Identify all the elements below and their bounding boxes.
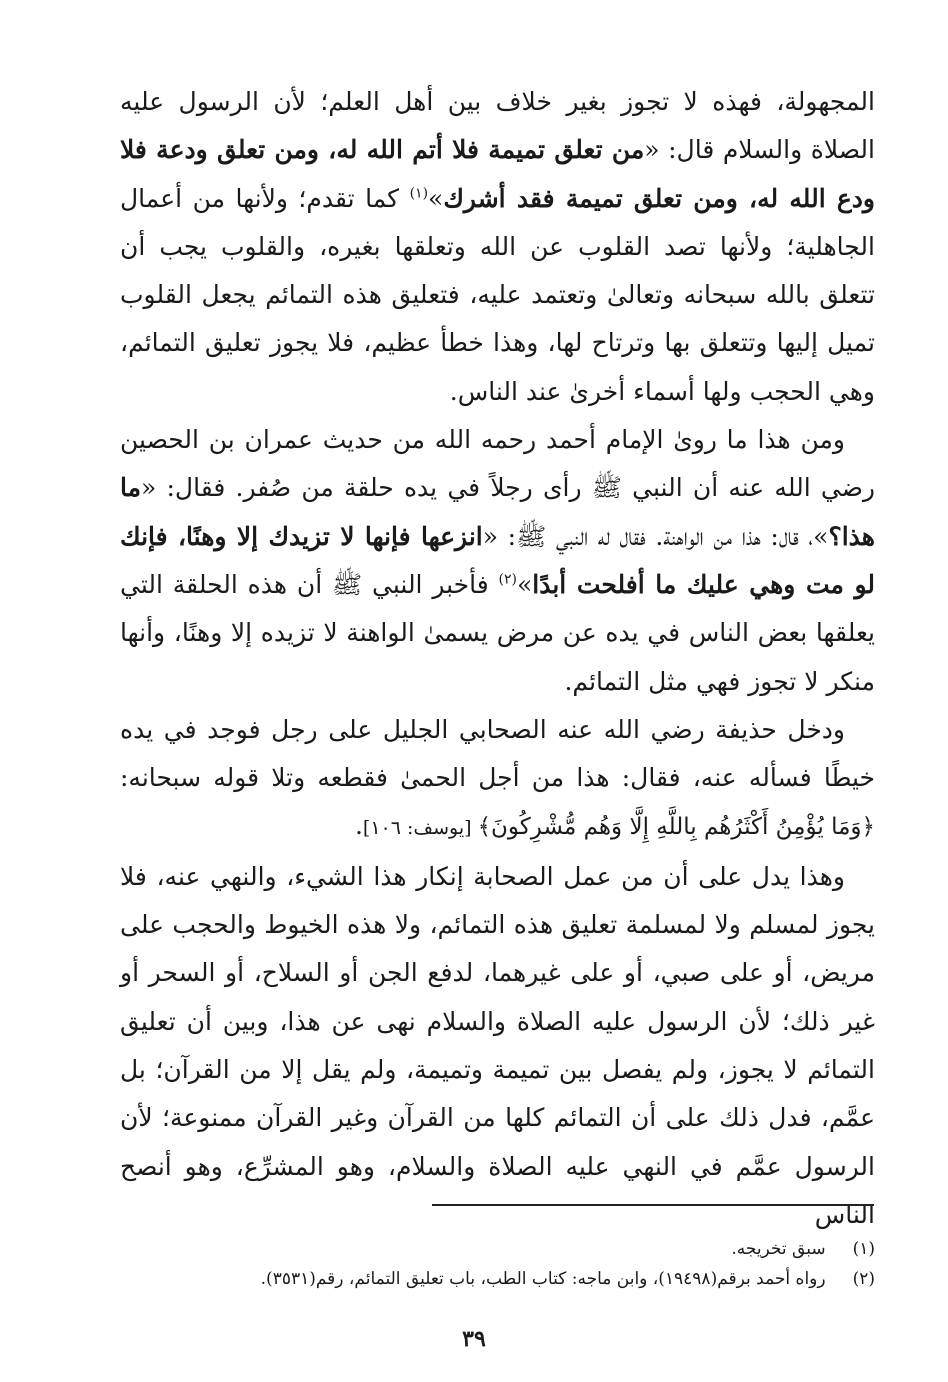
paragraph (120, 416, 875, 706)
text-segment: » (516, 569, 533, 599)
text-segment: وهذا يدل على أن من عمل الصحابة إنكار هذا الشيء، والنهي عنه، فلا يجوز لمسلم ولا لمسلمة تعليق هذه التمائم، ولا هذه الخيوط والحجب على مريض، أو على صبي، أو على غيرهما، لدفع الجن أو السلاح، أو السحر أو غير ذلك؛ لأن الرسول عليه الصلاة والسلام نهى عن هذا، وبين أن تعليق التمائم لا يجوز، ولم يفصل بين تميمة وتميمة، ولم يقل إلا من القرآن؛ بل عمَّم، فدل ذلك على أن التمائم كلها من القرآن وغير القرآن ممنوعة؛ لأن الرسول عمَّم في النهي عليه الصلاة والسلام، وهو المشرِّع، وهو أنصح الناس (120, 861, 875, 1229)
text-segment: »، قال: هذا من الواهنة. فقال له النبي ﷺ: « (482, 521, 829, 551)
footnote-text: رواه أحمد برقم(١٩٤٩٨)، وابن ماجه: كتاب الطب، باب تعليق التمائم، رقم(٣٥٣١). (260, 1269, 826, 1289)
paragraph (120, 706, 875, 853)
footnote-item (120, 1234, 875, 1264)
text-segment: ودخل حذيفة رضي الله عنه الصحابي الجليل على رجل فوجد في يده خيطًا فسأله عنه، فقال: هذا من أجل الحمىٰ فقطعه وتلا قوله سبحانه: (120, 714, 875, 793)
hadith-quote: ما هذا؟ (120, 473, 875, 551)
page-number: ٣٩ (462, 1326, 486, 1352)
quran-verse: ﴿وَمَا يُؤْمِنُ أَكْثَرُهُم بِاللَّهِ إِلَّا وَهُم مُّشْرِكُونَ﴾ (477, 814, 875, 841)
text-segment: فأخبر النبي ﷺ أن هذه الحلقة التي يعلقها بعض الناس في يده عن مرض يسمىٰ الواهنة لا تزيده إلا وهنًا، وأنها منكر لا تجوز فهي مثل التمائم. (120, 569, 876, 696)
hadith-quote: انزعها فإنها لا تزيدك إلا وهنًا، فإنك لو مت وهي عليك ما أفلحت أبدًا (120, 521, 875, 599)
verse-reference: [يوسف: ١٠٦] (362, 817, 478, 840)
footnote-reference[interactable]: (١) (409, 185, 429, 202)
footnote-number: (٢) (852, 1269, 875, 1289)
text-segment: ومن هذا ما روىٰ الإمام أحمد رحمه الله من حديث عمران بن الحصين رضي الله عنه أن النبي ﷺ رأى رجلاً في يده حلقة من صُفر. فقال: « (120, 425, 875, 503)
text-segment: المجهولة، فهذه لا تجوز بغير خلاف بين أهل العلم؛ لأن الرسول عليه الصلاة والسلام قال: « (120, 87, 875, 165)
footnote-text: سبق تخريجه. (731, 1239, 826, 1259)
footnote-separator (432, 1204, 874, 1206)
footnote-number: (١) (852, 1239, 875, 1259)
footnote-reference[interactable]: (٢) (498, 571, 517, 588)
paragraph (120, 78, 875, 416)
footnote-item (120, 1264, 875, 1294)
text-segment: . (354, 811, 363, 841)
text-segment: » (428, 183, 444, 213)
paragraph (120, 853, 875, 1239)
main-text (120, 78, 875, 1239)
hadith-quote: من تعلق تميمة فلا أتم الله له، ومن تعلق ودعة فلا ودع الله له، ومن تعلق تميمة فقد أشرك (120, 135, 876, 213)
text-segment: كما تقدم؛ ولأنها من أعمال الجاهلية؛ ولأنها تصد القلوب عن الله وتعلقها بغيره، والقلوب يجب أن تتعلق بالله سبحانه وتعالىٰ وتعتمد عليه، فتعليق هذه التمائم يجعل القلوب تميل إليها وتتعلق بها وترتاح لها، وهذا خطأ عظيم، فلا يجوز تعليق التمائم، وهي الحجب ولها أسماء أخرىٰ عند الناس. (120, 183, 875, 406)
footnotes (120, 1234, 875, 1294)
